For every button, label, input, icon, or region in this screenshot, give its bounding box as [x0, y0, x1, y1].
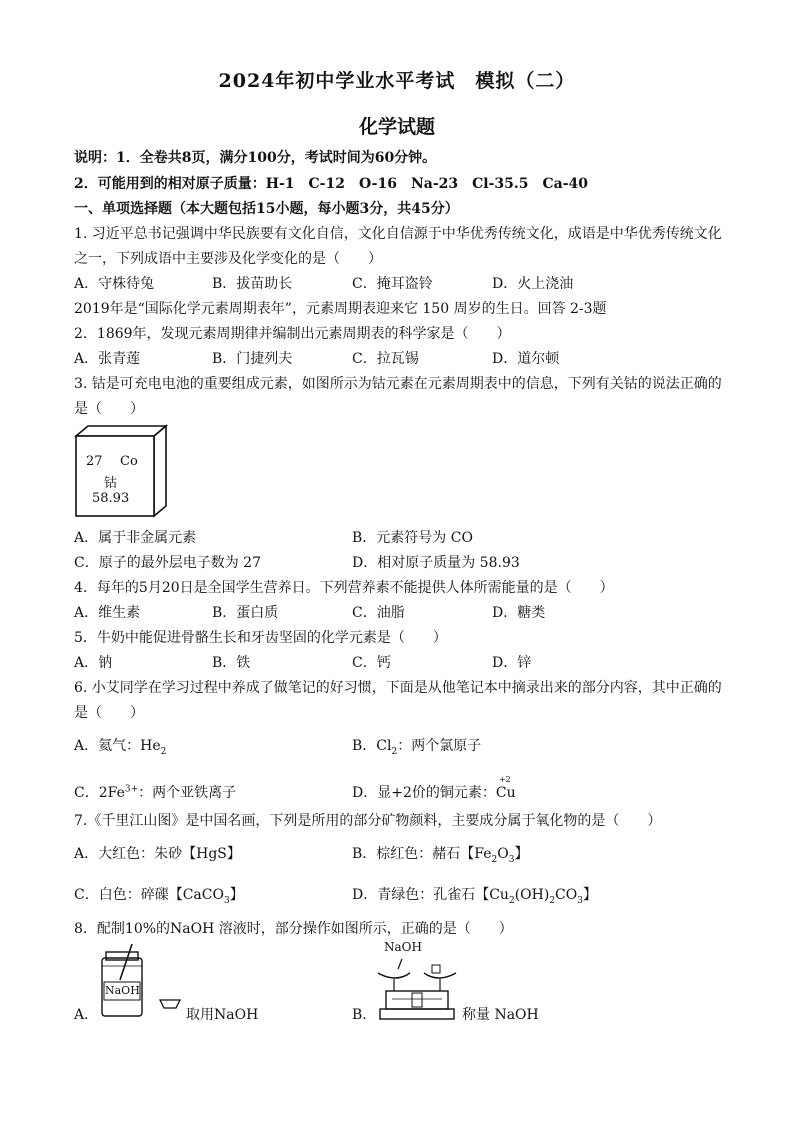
intro-q2-q3: 2019年是“国际化学元素周期表年”，元素周期表迎来它 150 周岁的生日。回答 2-3题	[74, 301, 607, 317]
q6-option-c	[74, 782, 236, 802]
q7-c-sub: 3	[223, 895, 230, 906]
q4-option-d: D．糖类	[492, 605, 546, 621]
q7-d-post: 】	[582, 887, 597, 903]
q1-stem-line1: 1. 习近平总书记强调中华民族要有文化自信，文化自信源于中华优秀传统文化，成语是中华优秀传统文化	[74, 226, 722, 242]
q6-b-post: ：两个氯原子	[397, 738, 482, 754]
q6-d-cu	[495, 775, 516, 801]
q6-c-post: ：两个亚铁离子	[138, 785, 237, 801]
q7-option-d	[352, 884, 597, 906]
q8-option-b-letter: B．	[352, 1007, 377, 1023]
q6-a-text: A．氦气：He	[74, 738, 161, 754]
q1-option-a: A．守株待兔	[74, 276, 155, 292]
q7-b-mid: O	[497, 846, 509, 862]
q6-option-d	[352, 775, 516, 802]
q8-figure-b	[372, 955, 462, 1023]
q5-option-b: B．铁	[212, 655, 251, 671]
q1-option-d: D．火上浇油	[492, 276, 574, 292]
q7-b-post: 】	[514, 846, 529, 862]
q6-stem-line2: 是（ ）	[74, 705, 144, 721]
q5-stem: 5．牛奶中能促进骨骼生长和牙齿坚固的化学元素是（ ）	[74, 630, 447, 646]
q7-option-b	[352, 843, 528, 865]
page-subtitle: 化学试题	[358, 116, 435, 138]
q6-option-a	[74, 735, 166, 757]
q2-option-b: B．门捷列夫	[212, 351, 293, 367]
element-name: 钴	[104, 476, 118, 491]
jar-label: NaOH	[105, 984, 140, 997]
q2-stem: 2．1869年，发现元素周期律并编制出元素周期表的科学家是（ ）	[74, 326, 511, 342]
q7-d-mid2: CO	[555, 887, 578, 903]
q1-option-c: C．掩耳盗铃	[352, 276, 433, 292]
q3-option-a: A．属于非金属元素	[74, 530, 197, 546]
q3-stem-line1: 3. 钴是可充电电池的重要组成元素，如图所示为钴元素在元素周期表中的信息，下列有关钴的说法正确的	[74, 376, 722, 392]
q8-option-a-label: 取用NaOH	[186, 1007, 259, 1023]
q6-a-sub: 2	[160, 746, 167, 757]
q8-option-b-label: 称量 NaOH	[462, 1007, 539, 1023]
section-heading: 一、单项选择题（本大题包括15小题，每小题3分，共45分）	[74, 201, 459, 217]
q7-d-mid: (OH)	[514, 887, 550, 903]
q5-option-d: D．锌	[492, 655, 532, 671]
q3-option-c: C．原子的最外层电子数为 27	[74, 555, 261, 571]
q6-b-sub: 2	[391, 746, 398, 757]
q8-figure-a	[96, 940, 186, 1020]
q2-option-d: D．道尔顿	[492, 351, 560, 367]
q8-option-a-letter: A．	[74, 1007, 99, 1023]
q6-c-sup: 3+	[124, 784, 139, 795]
q7-option-a: A．大红色：朱砂【HgS】	[74, 846, 241, 862]
q3-option-d: D．相对原子质量为 58.93	[352, 555, 520, 571]
q6-d-symbol: Cu	[495, 785, 516, 801]
q7-stem: 7.《千里江山图》是中国名画，下列是所用的部分矿物颜料，主要成分属于氧化物的是（ ）	[74, 813, 662, 829]
q7-c-post: 】	[229, 887, 244, 903]
q6-d-text: D．显+2价的铜元素：	[352, 785, 496, 801]
q5-option-a: A．钠	[74, 655, 113, 671]
instruction-line-2: 2．可能用到的相对原子质量：H-1 C-12 O-16 Na-23 Cl-35.5 Ca-40	[74, 176, 588, 192]
q6-b-text: B．Cl	[352, 738, 392, 754]
q2-option-c: C．拉瓦锡	[352, 351, 419, 367]
q6-stem-line1: 6. 小艾同学在学习过程中养成了做笔记的好习惯，下面是从他笔记本中摘录出来的部分内容，其中正确的	[74, 680, 722, 696]
q3-option-b: B．元素符号为 CO	[352, 530, 473, 546]
element-symbol: Co	[120, 454, 138, 469]
atomic-number: 27	[86, 454, 103, 469]
q7-c-pre: C．白色：碎磲【CaCO	[74, 887, 224, 903]
q7-b-sub1: 2	[491, 854, 498, 865]
q4-option-c: C．油脂	[352, 605, 405, 621]
instruction-line-1: 说明：1．全卷共8页，满分100分，考试时间为60分钟。	[74, 150, 437, 166]
q7-d-sub1: 2	[508, 895, 515, 906]
page-title: 2024年初中学业水平考试 模拟（二）	[218, 70, 576, 92]
q7-b-sub2: 3	[508, 854, 515, 865]
q7-d-sub2: 2	[549, 895, 556, 906]
q7-b-pre: B．棕红色：赭石【Fe	[352, 846, 492, 862]
q7-d-pre: D．青绿色：孔雀石【Cu	[352, 887, 509, 903]
balance-label: NaOH	[384, 940, 422, 954]
q8-stem: 8．配制10%的NaOH 溶液时，部分操作如图所示，正确的是（ ）	[74, 921, 513, 937]
q4-option-b: B．蛋白质	[212, 605, 279, 621]
q6-c-text: C．2Fe	[74, 785, 125, 801]
reagent-jar-drawing	[96, 940, 186, 1020]
q5-option-c: C．钙	[352, 655, 391, 671]
q4-option-a: A．维生素	[74, 605, 141, 621]
q6-option-b	[352, 735, 481, 757]
q4-stem: 4．每年的5月20日是全国学生营养日。下列营养素不能提供人体所需能量的是（ ）	[74, 580, 614, 596]
balance-drawing	[372, 955, 462, 1023]
periodic-cell-figure	[74, 424, 168, 518]
q7-option-c	[74, 884, 244, 906]
q7-d-sub3: 3	[577, 895, 583, 906]
q1-option-b: B．拔苗助长	[212, 276, 293, 292]
atomic-mass: 58.93	[92, 491, 130, 506]
q6-d-valence: +2	[498, 775, 511, 784]
q1-stem-line2: 之一，下列成语中主要涉及化学变化的是（ ）	[74, 251, 382, 267]
q3-stem-line2: 是（ ）	[74, 401, 144, 417]
q2-option-a: A．张青莲	[74, 351, 141, 367]
